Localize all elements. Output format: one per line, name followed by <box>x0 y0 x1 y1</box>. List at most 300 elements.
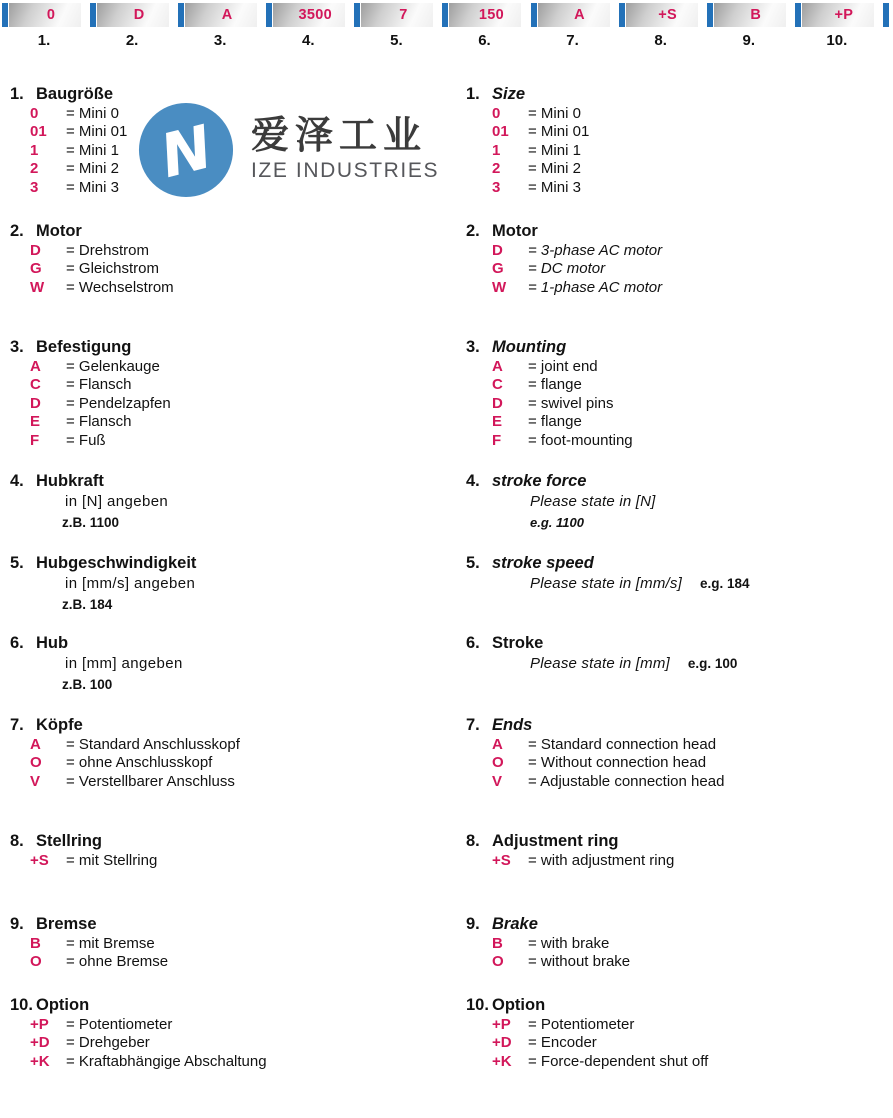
code-item <box>466 1053 893 1071</box>
note-line <box>65 654 446 674</box>
item-description: = Fuß <box>66 431 106 449</box>
item-description: = mit Bremse <box>66 935 155 952</box>
item-code: W <box>492 278 507 296</box>
code-item <box>10 376 446 394</box>
code-item <box>466 160 893 178</box>
note-text: e.g. 1100 <box>530 514 584 530</box>
code-item <box>10 953 446 971</box>
item-code: 0 <box>30 105 39 122</box>
item-description: = Drehstrom <box>66 242 149 259</box>
english-column <box>446 84 893 1075</box>
code-item <box>10 432 446 450</box>
item-code: A <box>30 736 41 753</box>
note-line <box>530 654 893 674</box>
section-heading <box>10 914 446 934</box>
item-code: D <box>492 242 503 259</box>
item-code: 2 <box>492 160 501 178</box>
code-item <box>466 736 893 754</box>
item-code: F <box>30 431 40 449</box>
section-9-en <box>466 914 893 995</box>
section-number: 5. <box>466 554 480 572</box>
code-segment-row <box>619 3 707 27</box>
section-title: Motor <box>492 222 538 240</box>
code-item <box>466 142 893 160</box>
position-number: 7. <box>566 32 579 49</box>
code-item <box>466 260 893 278</box>
item-code: 1 <box>30 141 39 159</box>
code-value: B <box>750 7 762 23</box>
item-description: = joint end <box>528 358 598 375</box>
code-box-3 <box>185 3 257 27</box>
code-value: +S <box>658 7 678 23</box>
item-code: D <box>30 242 41 259</box>
item-description: = 1-phase AC motor <box>528 278 663 296</box>
code-box-1 <box>9 3 81 27</box>
code-item <box>466 432 893 450</box>
logo-letter: N <box>154 113 220 193</box>
section-heading <box>10 995 446 1015</box>
section-number: 6. <box>10 634 24 652</box>
item-description: = 3-phase AC motor <box>528 242 663 259</box>
code-box-2 <box>97 3 169 27</box>
section-heading <box>10 831 446 851</box>
section-number: 8. <box>10 832 24 850</box>
code-value: 3500 <box>298 7 333 23</box>
section-6-de <box>10 633 446 715</box>
section-number: 6. <box>466 634 480 652</box>
code-segment-row <box>531 3 619 27</box>
code-item <box>466 376 893 394</box>
code-item <box>466 358 893 376</box>
code-segment-row <box>442 3 530 27</box>
item-code: G <box>30 260 42 278</box>
section-heading <box>10 715 446 735</box>
section-heading <box>10 471 446 491</box>
code-item <box>10 160 446 178</box>
item-description: = Without connection head <box>528 754 707 772</box>
section-4-en <box>466 471 893 553</box>
divider-bar <box>266 3 272 27</box>
divider-bar <box>354 3 360 27</box>
section-5-en <box>466 553 893 633</box>
item-description: = Mini 0 <box>528 105 581 122</box>
item-description: = Mini 01 <box>66 123 128 141</box>
code-item <box>466 852 893 870</box>
item-code: O <box>492 754 504 772</box>
section-10-de <box>10 995 446 1075</box>
inline-example: e.g. 184 <box>699 576 750 591</box>
section-title: Brake <box>492 915 538 933</box>
code-item <box>466 1034 893 1052</box>
inline-example: e.g. 100 <box>687 656 738 671</box>
section-heading <box>466 471 893 491</box>
item-code: A <box>492 736 503 753</box>
divider-bar <box>2 3 8 27</box>
code-box-7 <box>538 3 610 27</box>
section-8-en <box>466 831 893 914</box>
logo-latin-name: IZE INDUSTRIES <box>251 159 440 183</box>
item-description: = Wechselstrom <box>66 278 174 296</box>
note-text: Please state in [mm/s] <box>530 575 682 592</box>
position-number: 3. <box>213 32 227 49</box>
code-item <box>466 242 893 260</box>
divider-bar <box>619 3 625 27</box>
item-code: O <box>30 754 42 772</box>
section-number: 3. <box>466 338 480 356</box>
code-segment-5 <box>354 3 442 49</box>
code-segment-8 <box>619 3 707 49</box>
item-code: E <box>30 413 41 431</box>
position-number: 10. <box>826 32 848 49</box>
divider-bar <box>178 3 184 27</box>
item-description: = Potentiometer <box>66 1016 173 1033</box>
code-segment-row <box>354 3 442 27</box>
code-value: A <box>221 7 233 23</box>
section-heading <box>10 633 446 653</box>
item-description: = swivel pins <box>528 394 614 412</box>
note-line <box>65 492 446 512</box>
section-heading <box>466 633 893 653</box>
item-description: = Adjustable connection head <box>528 772 725 790</box>
code-box-10 <box>802 3 874 27</box>
item-code: +S <box>492 852 511 869</box>
section-4-de <box>10 471 446 553</box>
section-heading <box>466 715 893 735</box>
code-item <box>10 260 446 278</box>
code-item <box>466 179 893 197</box>
section-heading <box>10 337 446 357</box>
code-box-6 <box>449 3 521 27</box>
code-box-8 <box>626 3 698 27</box>
divider-bar <box>883 3 889 27</box>
section-title: Option <box>492 996 546 1014</box>
section-10-en <box>466 995 893 1075</box>
order-code-header <box>2 3 889 49</box>
item-code: +K <box>30 1052 50 1070</box>
section-title: Baugröße <box>36 85 114 103</box>
section-title: Adjustment ring <box>492 832 619 850</box>
code-box-5 <box>361 3 433 27</box>
section-title: Hubgeschwindigkeit <box>36 554 197 572</box>
position-number: 5. <box>390 32 403 49</box>
section-title: stroke speed <box>492 554 594 572</box>
note-line <box>65 574 446 594</box>
item-description: = Drehgeber <box>66 1034 150 1052</box>
section-heading <box>466 221 893 241</box>
code-item <box>10 1053 446 1071</box>
section-heading <box>10 221 446 241</box>
item-description: = Mini 01 <box>528 123 590 141</box>
item-description: = Flansch <box>66 376 132 394</box>
item-code: C <box>492 376 503 394</box>
section-1-de <box>10 84 446 221</box>
section-heading <box>466 995 893 1015</box>
item-code: 3 <box>492 178 501 196</box>
position-number: 1. <box>37 32 51 49</box>
section-heading <box>10 84 446 104</box>
code-value: D <box>133 7 145 23</box>
code-item <box>466 279 893 297</box>
section-number: 10. <box>466 996 489 1014</box>
divider-bar <box>707 3 713 27</box>
item-description: = Mini 3 <box>66 178 119 196</box>
item-description: = Standard connection head <box>528 736 717 753</box>
position-number: 9. <box>742 32 755 49</box>
item-description: = Force-dependent shut off <box>528 1052 709 1070</box>
section-6-en <box>466 633 893 715</box>
section-title: Stellring <box>36 832 103 850</box>
item-description: = Mini 2 <box>66 160 119 178</box>
item-description: = flange <box>528 376 582 394</box>
code-value: 7 <box>399 7 408 23</box>
position-number: 6. <box>478 32 491 49</box>
item-description: = Mini 1 <box>528 141 581 159</box>
code-value: A <box>574 7 585 23</box>
code-item <box>10 935 446 953</box>
item-code: B <box>30 935 41 952</box>
note-text: in [mm] angeben <box>65 655 183 672</box>
item-code: O <box>492 953 504 971</box>
item-description: = Kraftabhängige Abschaltung <box>66 1052 267 1070</box>
item-code: +P <box>492 1016 511 1033</box>
code-item <box>10 279 446 297</box>
section-number: 7. <box>10 716 24 734</box>
item-code: 3 <box>30 178 39 196</box>
code-item <box>10 413 446 431</box>
item-description: = without brake <box>528 953 631 971</box>
item-description: = DC motor <box>528 260 606 278</box>
item-description: = Gelenkauge <box>66 358 160 375</box>
note-text: in [mm/s] angeben <box>65 575 196 592</box>
item-code: 01 <box>492 123 509 141</box>
section-number: 2. <box>10 222 24 240</box>
code-item <box>10 852 446 870</box>
section-heading <box>466 553 893 573</box>
item-description: = flange <box>528 413 582 431</box>
section-title: Stroke <box>492 634 544 652</box>
code-item <box>466 754 893 772</box>
section-number: 2. <box>466 222 480 240</box>
note-line <box>530 492 893 512</box>
divider-bar <box>90 3 96 27</box>
item-code: E <box>492 413 503 431</box>
code-segment-1 <box>2 3 90 49</box>
item-code: D <box>30 394 41 412</box>
item-code: V <box>492 772 503 790</box>
item-description: = with adjustment ring <box>528 852 675 869</box>
section-title: Size <box>492 85 526 103</box>
code-segment-4 <box>266 3 354 49</box>
code-segment-2 <box>90 3 178 49</box>
code-segment-3 <box>178 3 266 49</box>
section-number: 3. <box>10 338 24 356</box>
item-description: = with brake <box>528 935 610 952</box>
note-line <box>62 594 446 615</box>
item-code: 0 <box>492 105 501 122</box>
code-segment-10 <box>795 3 883 49</box>
code-item <box>10 754 446 772</box>
note-line <box>530 574 893 594</box>
code-box-4 <box>273 3 345 27</box>
item-code: 1 <box>492 141 501 159</box>
code-segment-row <box>178 3 266 27</box>
item-description: = Mini 2 <box>528 160 581 178</box>
item-code: 01 <box>30 123 47 141</box>
section-heading <box>466 831 893 851</box>
item-code: +D <box>30 1034 50 1052</box>
section-7-de <box>10 715 446 831</box>
code-item <box>466 123 893 141</box>
note-text: z.B. 1100 <box>62 514 120 530</box>
item-description: = Mini 1 <box>66 141 119 159</box>
section-number: 5. <box>10 554 24 572</box>
code-segment-row <box>266 3 354 27</box>
code-segment-row <box>2 3 90 27</box>
divider-bar <box>531 3 537 27</box>
divider-bar <box>795 3 801 27</box>
code-segment-9 <box>707 3 795 49</box>
section-number: 9. <box>466 915 480 933</box>
item-description: = Potentiometer <box>528 1016 635 1033</box>
code-value: 150 <box>478 7 505 23</box>
code-segment-6 <box>442 3 530 49</box>
code-item <box>10 395 446 413</box>
code-item <box>10 105 446 123</box>
item-code: V <box>30 772 41 790</box>
code-item <box>10 242 446 260</box>
item-code: F <box>492 431 502 449</box>
item-code: G <box>492 260 504 278</box>
section-number: 8. <box>466 832 480 850</box>
section-5-de <box>10 553 446 633</box>
note-line <box>62 512 446 533</box>
code-item <box>10 358 446 376</box>
item-code: +P <box>30 1016 49 1033</box>
note-text: z.B. 184 <box>62 596 113 612</box>
item-description: = Mini 0 <box>66 105 119 122</box>
item-description: = Mini 3 <box>528 178 581 196</box>
item-description: = mit Stellring <box>66 852 158 869</box>
item-code: C <box>30 376 41 394</box>
note-text: Please state in [N] <box>530 493 656 510</box>
code-value: 0 <box>46 7 56 23</box>
section-title: Bremse <box>36 915 97 933</box>
section-2-de <box>10 221 446 337</box>
code-item <box>10 1034 446 1052</box>
code-item <box>10 179 446 197</box>
code-segment-7 <box>531 3 619 49</box>
code-item <box>466 395 893 413</box>
section-number: 1. <box>466 85 480 103</box>
code-item <box>466 105 893 123</box>
section-title: Befestigung <box>36 338 132 356</box>
item-code: B <box>492 935 503 952</box>
section-title: Köpfe <box>36 716 83 734</box>
note-line <box>62 674 446 695</box>
item-description: = ohne Bremse <box>66 953 169 971</box>
section-heading <box>466 337 893 357</box>
section-heading <box>466 914 893 934</box>
section-7-en <box>466 715 893 831</box>
section-9-de <box>10 914 446 995</box>
section-title: Hubkraft <box>36 472 104 490</box>
legend-columns <box>0 84 893 1075</box>
note-text: z.B. 100 <box>62 676 113 692</box>
section-number: 9. <box>10 915 24 933</box>
item-description: = foot-mounting <box>528 431 633 449</box>
code-segment-row <box>795 3 883 27</box>
item-code: D <box>492 394 503 412</box>
item-description: = ohne Anschlusskopf <box>66 754 213 772</box>
position-number: 2. <box>125 32 139 49</box>
code-value: +P <box>834 7 854 23</box>
code-segment-row <box>707 3 795 27</box>
code-item <box>10 1016 446 1034</box>
item-code: A <box>492 358 503 375</box>
section-title: Ends <box>492 716 533 734</box>
item-code: +K <box>492 1052 512 1070</box>
item-code: W <box>30 278 45 296</box>
item-description: = Pendelzapfen <box>66 394 171 412</box>
item-code: +S <box>30 852 49 869</box>
position-number: 4. <box>302 32 315 49</box>
section-number: 4. <box>466 472 480 490</box>
code-segment-row <box>90 3 178 27</box>
item-code: +D <box>492 1034 512 1052</box>
code-item <box>10 773 446 791</box>
position-number: 8. <box>654 32 667 49</box>
code-item <box>10 736 446 754</box>
code-item <box>466 773 893 791</box>
section-title: Motor <box>36 222 82 240</box>
section-2-en <box>466 221 893 337</box>
section-title: Option <box>36 996 90 1014</box>
note-line <box>530 512 893 533</box>
german-column <box>0 84 446 1075</box>
code-item <box>466 953 893 971</box>
code-item <box>10 142 446 160</box>
code-item <box>466 1016 893 1034</box>
item-description: = Flansch <box>66 413 132 431</box>
item-description: = Gleichstrom <box>66 260 159 278</box>
logo-chinese-name: 爱泽工业 <box>251 114 428 157</box>
section-number: 10. <box>10 996 33 1014</box>
section-number: 4. <box>10 472 24 490</box>
divider-bar <box>442 3 448 27</box>
code-item <box>466 413 893 431</box>
section-heading <box>466 84 893 104</box>
item-description: = Standard Anschlusskopf <box>66 736 240 753</box>
note-text: in [N] angeben <box>65 493 169 510</box>
item-code: 2 <box>30 160 39 178</box>
section-title: Hub <box>36 634 69 652</box>
section-8-de <box>10 831 446 914</box>
item-code: O <box>30 953 42 971</box>
item-description: = Verstellbarer Anschluss <box>66 772 235 790</box>
section-title: stroke force <box>492 472 587 490</box>
section-heading <box>10 553 446 573</box>
item-code: A <box>30 358 41 375</box>
code-item <box>466 935 893 953</box>
section-3-en <box>466 337 893 471</box>
note-text: Please state in [mm] <box>530 655 670 672</box>
section-title: Mounting <box>492 338 567 356</box>
code-item <box>10 123 446 141</box>
code-box-9 <box>714 3 786 27</box>
item-description: = Encoder <box>528 1034 597 1052</box>
section-number: 7. <box>466 716 480 734</box>
section-number: 1. <box>10 85 24 103</box>
